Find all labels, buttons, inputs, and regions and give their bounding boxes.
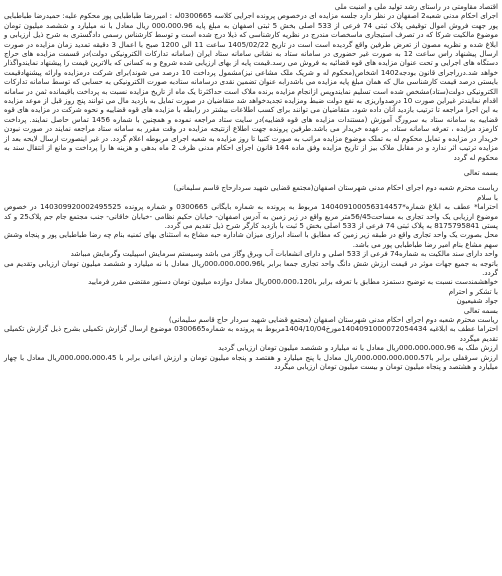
addressee-line: ریاست محترم شعبه دوم اجرای احکام مدنی شهرستان اصفهان(مجتمع قضایی شهید سردارحاج قاسم سلیمانی) xyxy=(173,183,498,193)
fee-request-paragraph: خواهشمندست نسبت به توضیح دستمزد مطابق با تعرفه برابر با000،000،120ریال معادل دوازده میلیون تومان دستور مقتضی مقرر فرمایید xyxy=(88,277,498,287)
second-addressee-line: ریاست محترم شعبه دوم اجرای احکام مدنی شهرستان اصفهان (مجتمع قضایی شهید سردار حاج قاسم سلیمانی) xyxy=(168,315,498,324)
property-description-paragraph: محل بصورت یک واحد تجاری واقع در طبقه زیر زمین که مطابق با اسناد ابرازی میزان شاداره حبه مشاع به استثنای بهای ثمنیه بنام چه رضا طباطبایی پور و پنجاه وشش سهم مشاع بنام امیر رضا طباطبایی پور می باشد. xyxy=(4,230,498,249)
valuation-paragraph: باتوجه به جمیع جهات موثر در قیمت ارزش شش دانگ واحد تجاری جمعا برابر با000،000،000،96ریال معادل با نه میلیارد و ششصد میلیون تومان ارزیابی وتقدیم می گردد. xyxy=(4,258,498,277)
goodwill-value-paragraph: ارزش سرقفلی برابر با000،000،000،000،57ریال معادل با پنج میلیارد و هفتصد و پنجاه میلیون تومان و ارزش اعیانی برابر با 000،000،000،45ریال معادل با چهار میلیارد و هشتصد و پنجاه میلیون تومان و بیست میلیون تومان ارزیابی میگردد xyxy=(4,352,498,372)
auction-announcement-paragraph: اجرای احکام مدنی شعبه2 اصفهان در نظر دارد جلسه مزایده ای درخصوص پرونده اجرایی کلاسه 0300665له : امیررضا طباطبایی پور محکوم علیه: حمیدرضا طباطبایی پور جهت فروش اموال توقیفی پلاک ثبتی 74 فرعی از 533 اصلی بخش 5 ثبتی اصفهان به مبلغ پایه 000،000،96 ریال معادل با نه میلیارد و ششصد میلیون تومان موضوع مالکیت شرکا که در تصرف استیجاری ماسخصات مندرج در نظریه کارشناسی که ذیلا درج شده است و توسط کارشناس رسمی دادگستری به شرح ذیل ارزیابی و ابلاغ شده و نظریه مصون از تعرض طرفین واقع گردیده است است در تاریخ 1405/02/22 ساعت 11 الی 1200 صبح با اعمال 3 دقیقه تمدید زمان مزایده در صورت ارسال پیشنهاد راس ساعت 12 به صورت غیر حضوری در سامانه ستاد به نشانی سامانه ستاد ایران (سامانه تدارکات الکترونیکی دولت)در قسمت مزایده های حراج دستگاه های اجرایی و تحت عنوان مزایده های قوه قضائیه به فروش می رسد.قیمت پایه از بهای ارزیابی شده شروع و به کسانی که بالاترین قیمت را پیشنهاد نمایندواگذار خواهد شد.درراجرای قانون بودجه1402 اشخاص(محکوم له و شریک ملک مشاعی نیز)مشمول پرداخت 10 درصد می شوند)برای شرکت درمزایده وارائه پیشنهادقیمت بایستی درصد قیمت کارشناسی مال که همان مبلغ پایه مزایده می باشدرابه عنوان تضمین نقدی درسامانه ستادبه صورت الکترونیکی به حسابی که توسط سامانه تدارکات الکترونیکی دولت(ستاد)مشخص شده است تسلیم نمایندوپس ازانجام مزایده برنده ملاک است حداکثرتا یک ماه از تاریخ مزایده نسبت به پرداخت باقیمانده ثمن در سامانه اقدام نمایندتر غیراین صورت 10 درصدواریزی به نفع دولت ضبط ومزایده تجدیدخواهد شد متقاضیان در صورت تمایل به بازدید مال می توانند پنج روز قبل از موعد مزایده به این اجرا مراجعه تا ترتیب بازدید آنان داده شود، متقاضیان می توانند برای کسب اطلاعات بیشتر در رابطه با مزایده های قوه قضاییه و نحوه شرکت در مزایده های قوه قضاییه به سامانه ستاد به سرورگ آموزش (مستندات مزایده های قوه قضاییه)در سایت ستاد مراجعه نموده و همچنین با شماره 1456 تماس حاصل نمایند. پرداخت کارمزد مزایده ، تعرفه سامانه ستاد، بر عهده خریدار می باشد.طرفین پرونده جهت اطلاع ازنتیجه مزایده در وقت مقرر به سامانه ستاد مراجعه نمایند در صورت نبودن خریدار در مزایده و تمایل محکوم له به تملک موضوع مزایده مراتب به صورت کتبیا تا روز مزایده به شعبه اجرای مربوطه اعلام گردد. در غیر اینصورت ارسال لایحه بعد از مزایده ترتیب اثر ندارد و در مقابل ملاک بیز از تاریخ مزایده وفق ماده 144 قانون اجرای احکام مدنی ظرف 2 ماه بدهی و هزینه ها را پرداخت و مانع از انتقال سند به محکوم له گردد xyxy=(4,11,499,162)
expert-name: جواد شفیعیون xyxy=(456,296,498,306)
greeting-line: با سلام xyxy=(477,192,498,202)
closing-thanks: با تشکر و احترام xyxy=(448,286,498,296)
bismillah-heading: بسمه تعالی xyxy=(463,167,498,177)
header-slogan: اقتصاد مقاومتی در راستای رشد تولید ملی و امنیت ملی xyxy=(334,2,498,11)
appraisal-reference-paragraph: احتراما* عطف به ابلاغ شماره*140409100056314457 مربوط به پرونده به شماره بایگانی 0300665 و شماره پرونده 140309920002495525 در خصوص موضوع ارزیابی یک واحد تجاری به مساحت56/45متر مربع واقع در زیر زمین به آدرس اصفهان- خیابان حکیم نظامی -خیابان خاقانی- جنب مجتمع جام جم پلاک25 و کد پستی 8175795841 به پلاک ثبتی 74 فرعی از 533 اصلی بخش 5 ثبت با بازدید کارگر شرح ذیل تقدیم می گردد. xyxy=(4,202,499,230)
title-deed-paragraph: واحد دارای سند مالکیت به شماره74 فرعی از 533 اصلی و دارای انشعابات آب وبرق وگاز می باشد وسیستم سرمایش اسپیلیت وگرمایش مبباشد xyxy=(70,249,498,259)
supplementary-report-paragraph: احتراما عطف به ابلاغیه 1404091000072054434مورخ1404/10/04مربوط به پرونده به شماره0300665 موضوع ارسال گزارش تکمیلی بشرح ذیل گزارش تکمیلی تقدیم میگردد xyxy=(4,324,498,343)
second-bismillah-heading: بسمه تعالی xyxy=(463,305,498,315)
property-value-paragraph: ارزش ملک به 000،000،000،96ریال معادل با نه میلیارد و ششصد میلیون تومان ارزیابی گردید xyxy=(218,343,498,353)
